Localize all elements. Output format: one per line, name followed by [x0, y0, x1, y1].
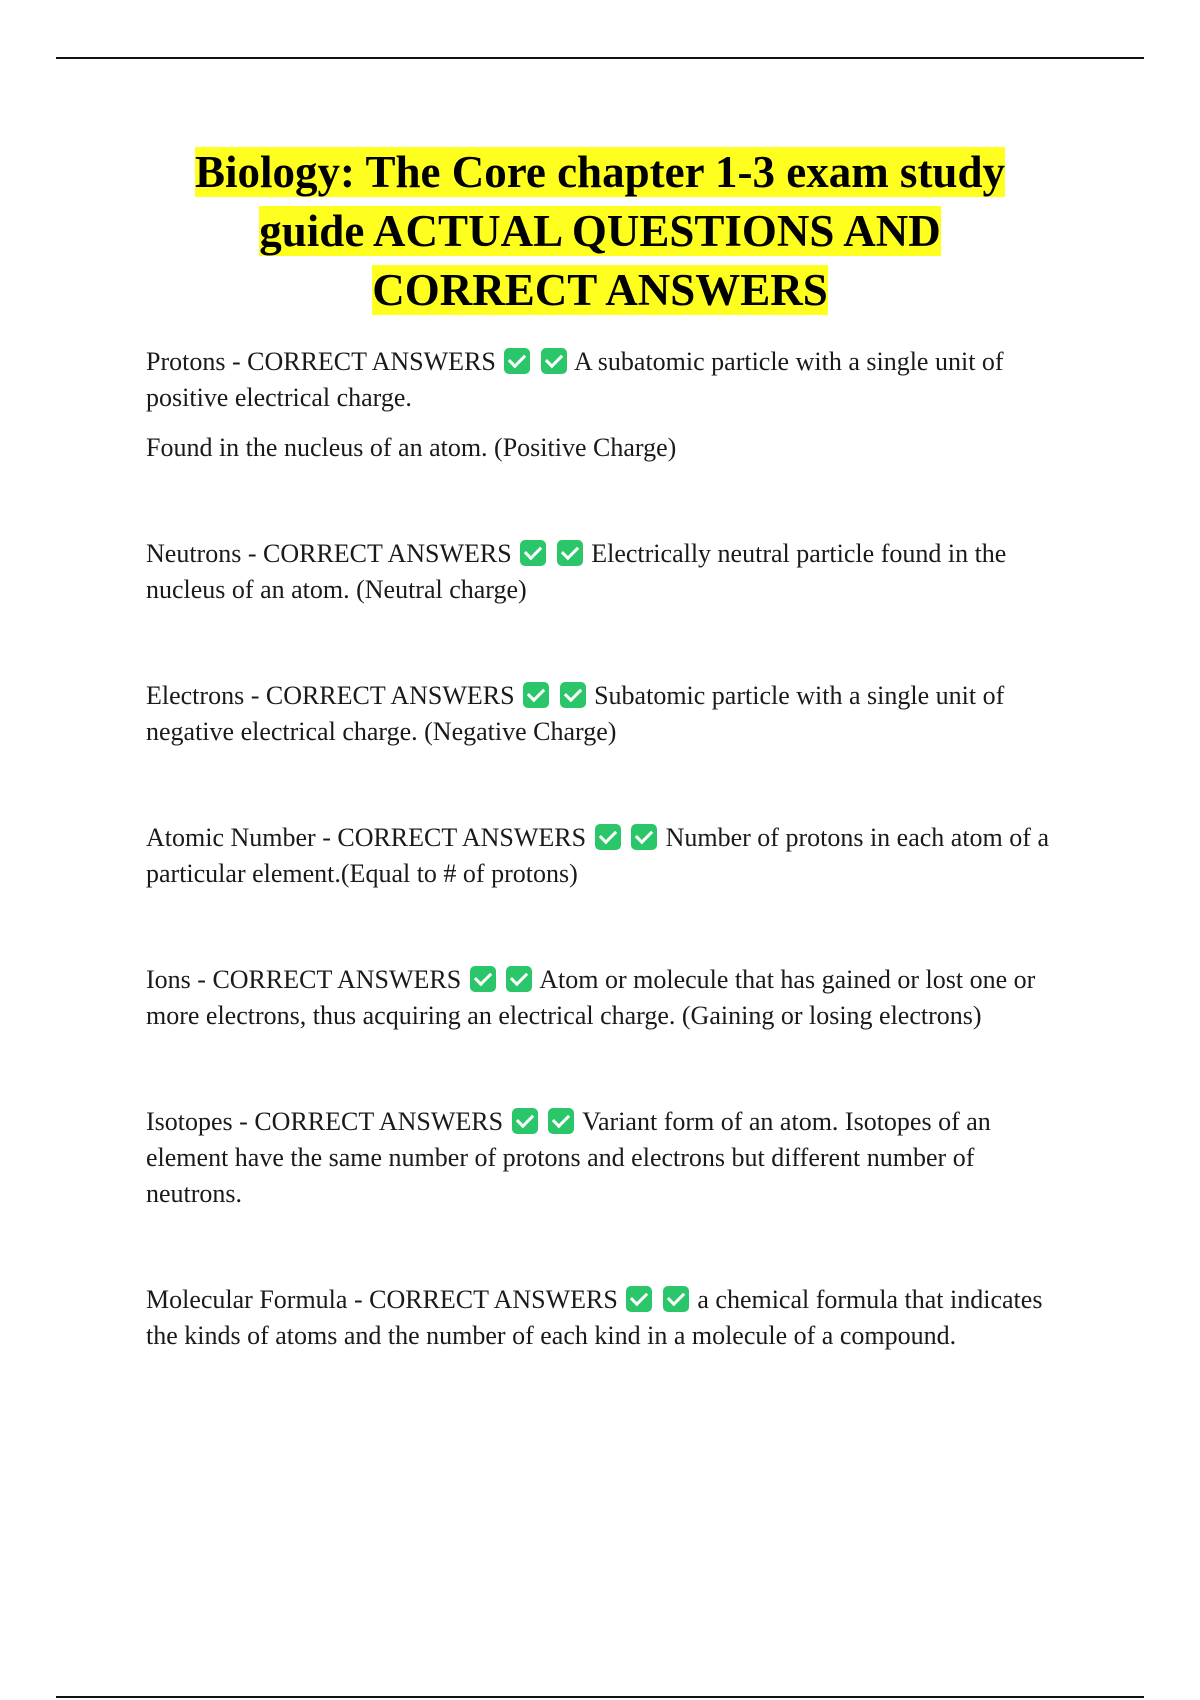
document-title: [120, 143, 1080, 320]
answer-label: - CORRECT ANSWERS: [241, 539, 519, 568]
qa-list: [146, 344, 1066, 1354]
title-line-3: CORRECT ANSWERS: [372, 265, 828, 315]
term: Isotopes: [146, 1107, 233, 1136]
qa-entry-protons: [146, 344, 1066, 466]
title-line-1: Biology: The Core chapter 1-3 exam study: [195, 147, 1005, 197]
qa-entry-text: [146, 678, 1066, 750]
term: Neutrons: [146, 539, 242, 568]
definition: Atom or molecule that has gained or lost one or more electrons, thus acquiring an electrical charge. (Gaining or losing electrons): [146, 965, 1036, 1030]
answer-label: - CORRECT ANSWERS: [244, 681, 522, 710]
qa-entry-text: [146, 1104, 1066, 1212]
check-box-icon: [506, 966, 532, 992]
qa-entry-atomic-number: [146, 820, 1066, 892]
check-box-icon: [631, 824, 657, 850]
check-box-icon: [548, 1108, 574, 1134]
definition: a chemical formula that indicates the kinds of atoms and the number of each kind in a molecule of a compound.: [146, 1285, 1043, 1350]
qa-entry-text: [146, 820, 1066, 892]
answer-label: - CORRECT ANSWERS: [190, 965, 468, 994]
top-rule: [56, 57, 1144, 59]
answer-label: - CORRECT ANSWERS: [225, 347, 503, 376]
answer-label: - CORRECT ANSWERS: [232, 1107, 510, 1136]
definition: Subatomic particle with a single unit of negative electrical charge. (Negative Charge): [146, 681, 1005, 746]
check-box-icon: [504, 348, 530, 374]
qa-entry-text: [146, 536, 1066, 608]
term: Atomic Number: [146, 823, 316, 852]
answer-label: - CORRECT ANSWERS: [315, 823, 593, 852]
qa-entry-molecular-formula: [146, 1282, 1066, 1354]
term: Ions: [146, 965, 191, 994]
check-box-icon: [541, 348, 567, 374]
check-box-icon: [520, 540, 546, 566]
qa-entry-isotopes: [146, 1104, 1066, 1212]
definition-extra: Found in the nucleus of an atom. (Positive Charge): [146, 433, 677, 462]
check-box-icon: [560, 682, 586, 708]
qa-entry-text: [146, 1282, 1066, 1354]
definition: Electrically neutral particle found in the nucleus of an atom. (Neutral charge): [146, 539, 1007, 604]
term: Molecular Formula: [146, 1285, 348, 1314]
title-line-2: guide ACTUAL QUESTIONS AND: [259, 206, 941, 256]
qa-entry-neutrons: [146, 536, 1066, 608]
check-box-icon: [626, 1286, 652, 1312]
bottom-rule: [56, 1696, 1144, 1698]
check-box-icon: [470, 966, 496, 992]
check-box-icon: [523, 682, 549, 708]
check-box-icon: [663, 1286, 689, 1312]
term: Electrons: [146, 681, 245, 710]
qa-entry-text: [146, 344, 1066, 416]
check-box-icon: [595, 824, 621, 850]
definition: A subatomic particle with a single unit of positive electrical charge.: [146, 347, 1004, 412]
answer-label: - CORRECT ANSWERS: [347, 1285, 625, 1314]
term: Protons: [146, 347, 226, 376]
definition: Number of protons in each atom of a particular element.(Equal to # of protons): [146, 823, 1049, 888]
qa-entry-text: [146, 962, 1066, 1034]
check-box-icon: [512, 1108, 538, 1134]
qa-entry-electrons: [146, 678, 1066, 750]
check-box-icon: [557, 540, 583, 566]
qa-entry-ions: [146, 962, 1066, 1034]
definition: Variant form of an atom. Isotopes of an element have the same number of protons and electrons but different number of neutrons.: [146, 1107, 991, 1208]
